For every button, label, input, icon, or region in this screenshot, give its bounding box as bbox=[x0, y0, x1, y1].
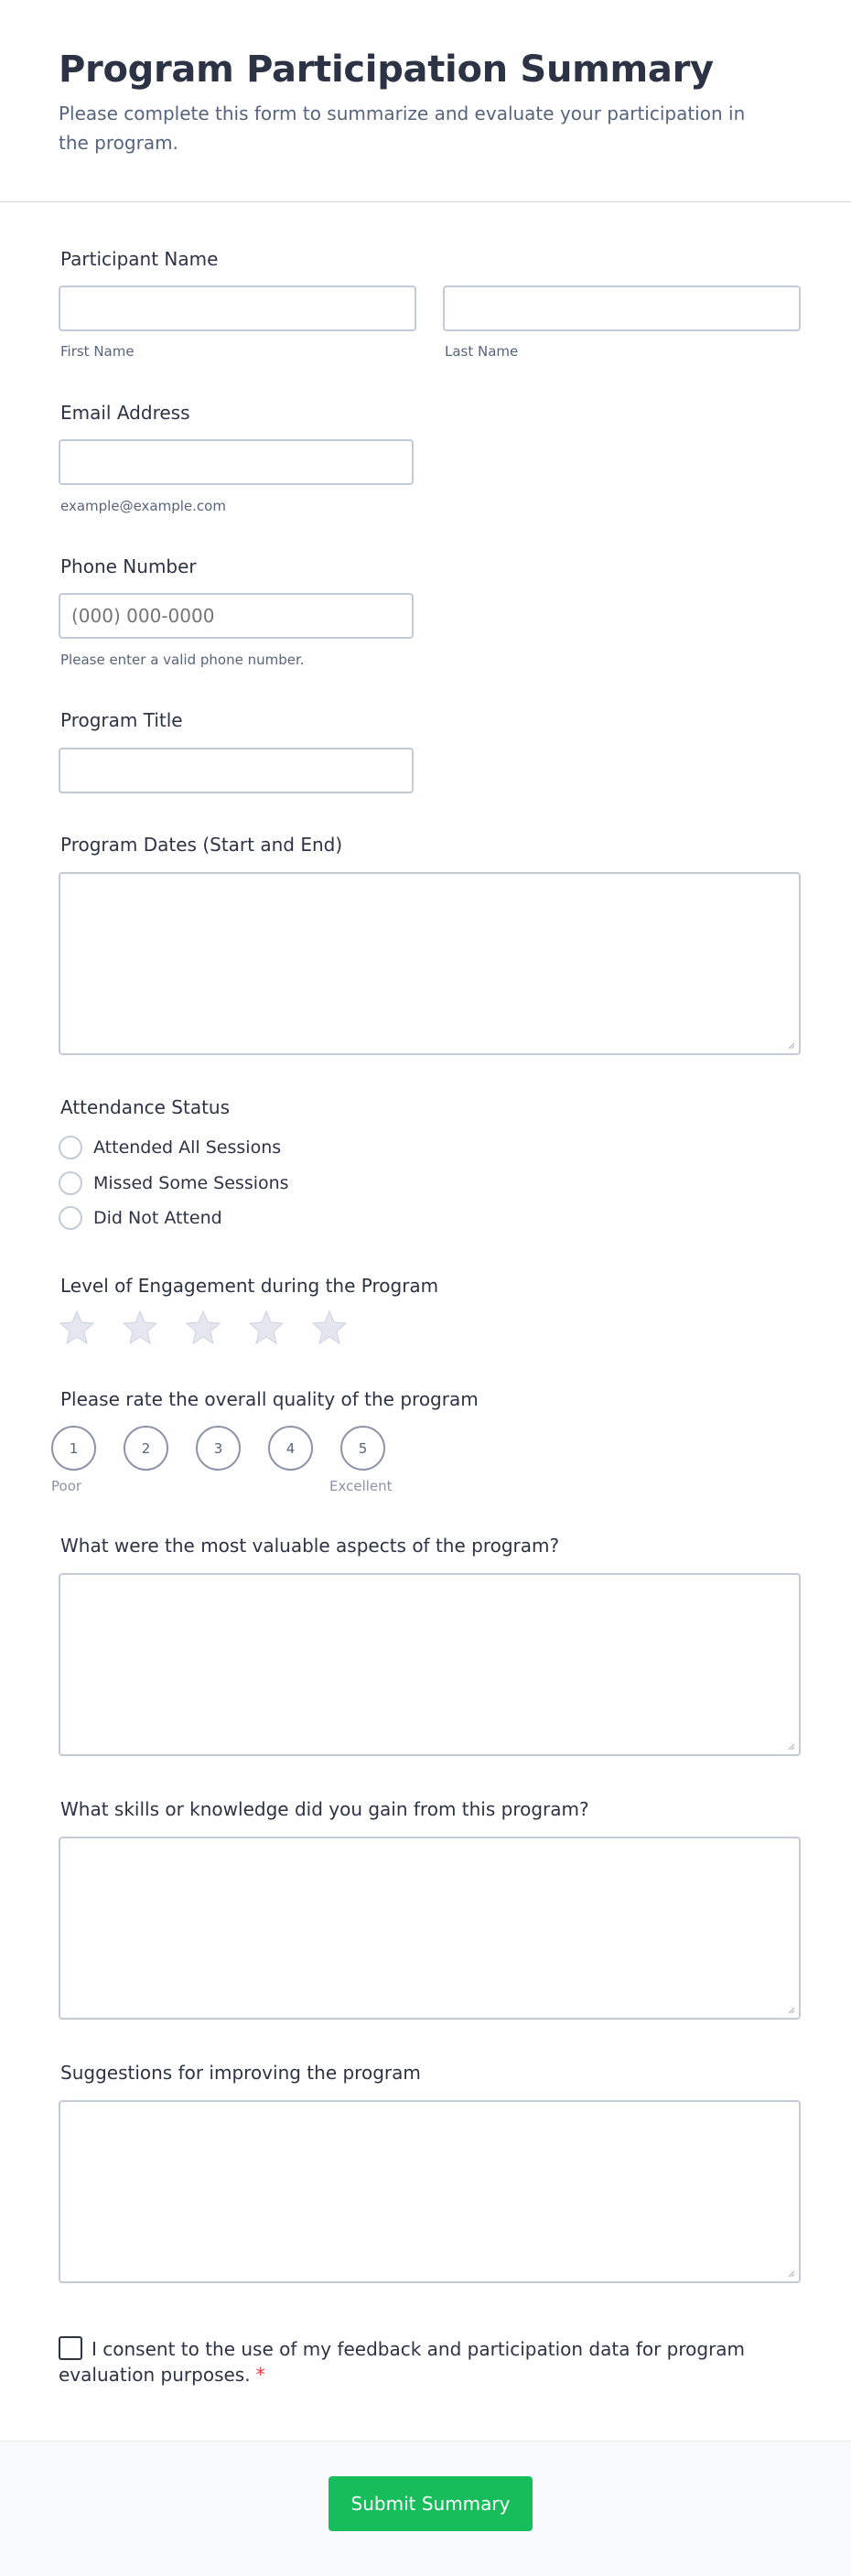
consent-checkbox[interactable] bbox=[59, 2336, 82, 2360]
star-icon[interactable] bbox=[59, 1309, 95, 1345]
scale-option-1[interactable]: 1 bbox=[51, 1426, 96, 1471]
last-name-sublabel: Last Name bbox=[445, 343, 519, 360]
radio-button[interactable] bbox=[59, 1171, 82, 1195]
radio-button[interactable] bbox=[59, 1136, 82, 1159]
resize-grip-icon[interactable] bbox=[786, 2005, 795, 2014]
required-marker: * bbox=[255, 2364, 265, 2386]
scale-option-4[interactable]: 4 bbox=[268, 1426, 313, 1471]
suggestions-label: Suggestions for improving the program bbox=[60, 2062, 421, 2084]
consent-text: I consent to the use of my feedback and participation data for program evaluation purposes. bbox=[59, 2338, 746, 2386]
consent-field bbox=[59, 2336, 791, 2387]
scale-option-2[interactable]: 2 bbox=[124, 1426, 168, 1471]
attendance-option-attended-all[interactable] bbox=[59, 1135, 281, 1160]
program-dates-label: Program Dates (Start and End) bbox=[60, 834, 343, 856]
program-title-input[interactable] bbox=[59, 748, 414, 793]
star-icon[interactable] bbox=[311, 1309, 348, 1345]
radio-label: Did Not Attend bbox=[93, 1208, 222, 1228]
form-footer bbox=[0, 2441, 851, 2576]
radio-button[interactable] bbox=[59, 1206, 82, 1230]
star-icon[interactable] bbox=[185, 1309, 221, 1345]
suggestions-textarea[interactable] bbox=[59, 2100, 801, 2283]
email-sublabel: example@example.com bbox=[60, 498, 226, 514]
quality-label: Please rate the overall quality of the program bbox=[60, 1388, 479, 1410]
page-subtitle: Please complete this form to summarize and evaluate your participation in the program. bbox=[59, 102, 746, 154]
skills-gained-label: What skills or knowledge did you gain from this program? bbox=[60, 1798, 589, 1820]
skills-gained-textarea[interactable] bbox=[59, 1837, 801, 2020]
valuable-aspects-label: What were the most valuable aspects of the program? bbox=[60, 1535, 560, 1557]
email-label: Email Address bbox=[60, 402, 190, 424]
scale-low-label: Poor bbox=[51, 1478, 82, 1494]
phone-sublabel: Please enter a valid phone number. bbox=[60, 652, 305, 668]
scale-high-label: Excellent bbox=[329, 1478, 393, 1494]
phone-input[interactable] bbox=[59, 593, 414, 639]
page-title: Program Participation Summary bbox=[59, 49, 714, 91]
engagement-label: Level of Engagement during the Program bbox=[60, 1275, 439, 1297]
scale-option-3[interactable]: 3 bbox=[196, 1426, 241, 1471]
radio-label: Attended All Sessions bbox=[93, 1137, 282, 1158]
attendance-option-missed-some[interactable] bbox=[59, 1170, 289, 1196]
first-name-input[interactable] bbox=[59, 286, 416, 331]
program-title-label: Program Title bbox=[60, 709, 183, 731]
star-icon[interactable] bbox=[122, 1309, 158, 1345]
attendance-option-did-not-attend[interactable] bbox=[59, 1205, 222, 1231]
email-field[interactable] bbox=[59, 439, 414, 485]
resize-grip-icon[interactable] bbox=[786, 2269, 795, 2278]
radio-label: Missed Some Sessions bbox=[93, 1173, 289, 1193]
last-name-input[interactable] bbox=[443, 286, 801, 331]
form-header bbox=[0, 0, 851, 202]
star-rating bbox=[59, 1309, 348, 1345]
star-icon[interactable] bbox=[248, 1309, 285, 1345]
resize-grip-icon[interactable] bbox=[786, 1040, 795, 1050]
submit-button[interactable]: Submit Summary bbox=[329, 2476, 533, 2531]
first-name-sublabel: First Name bbox=[60, 343, 135, 360]
phone-label: Phone Number bbox=[60, 555, 197, 577]
program-dates-textarea[interactable] bbox=[59, 872, 801, 1055]
valuable-aspects-textarea[interactable] bbox=[59, 1573, 801, 1756]
scale-option-5[interactable]: 5 bbox=[340, 1426, 385, 1471]
attendance-label: Attendance Status bbox=[60, 1096, 231, 1118]
resize-grip-icon[interactable] bbox=[786, 1741, 795, 1751]
participant-name-label: Participant Name bbox=[60, 248, 219, 270]
